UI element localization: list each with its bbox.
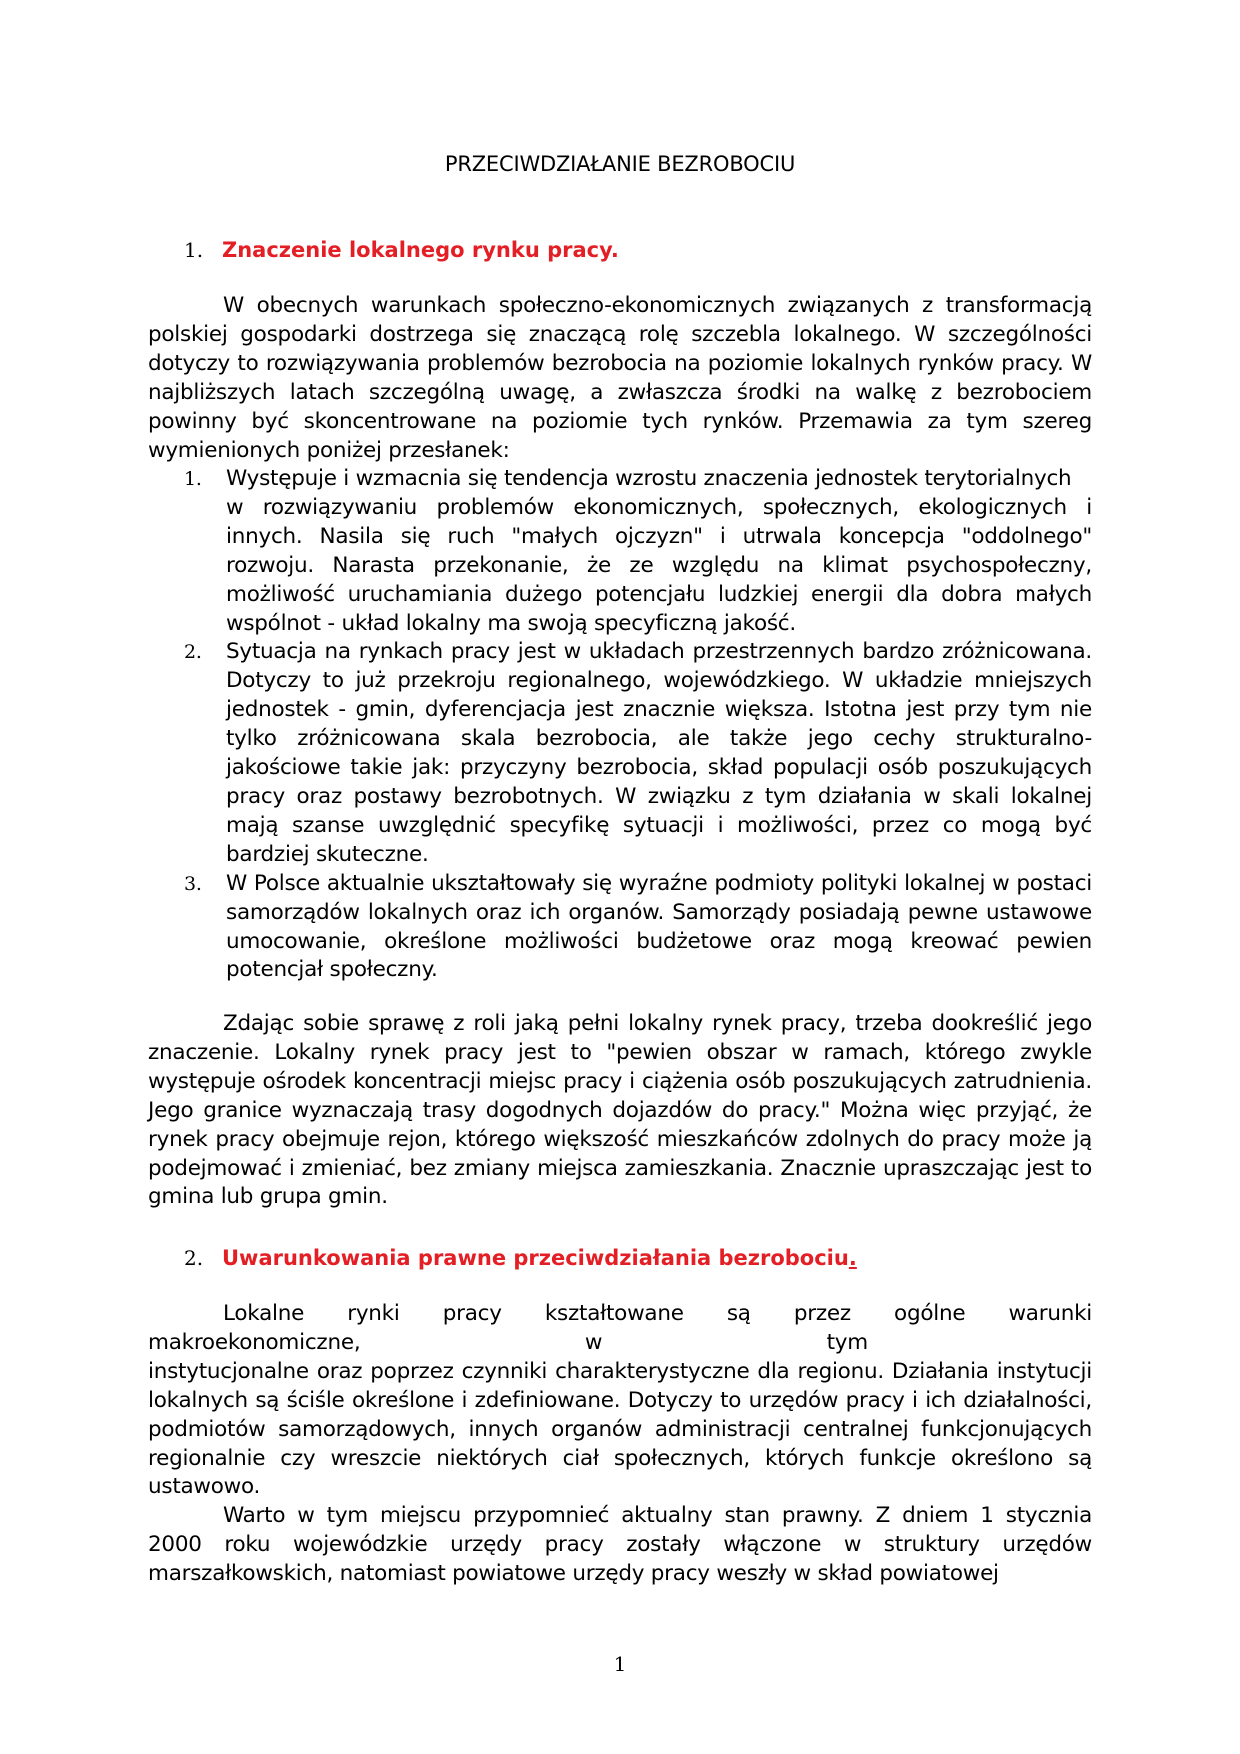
section-heading-dot: . xyxy=(848,1246,857,1270)
paragraph: W obecnych warunkach społeczno-ekonomicznych związanych z transformacją polskiej gospodarki dostrzega się znaczącą rolę szczebla lokalnego. W szczególności dotyczy to rozwiązywania problemów bezrobocia na poziomie lokalnych rynków pracy. W najbliższych latach szczególną uwagę, a zwłaszcza środki na walkę z bezrobociem powinny być skoncentrowane na poziomie tych rynków. Przemawia za tym szereg wymienionych poniżej przesłanek: xyxy=(148,293,1092,463)
paragraph xyxy=(148,1300,1092,1502)
word: w xyxy=(584,1329,603,1355)
word: tym xyxy=(826,1329,868,1355)
paragraph-text: instytucjonalne oraz poprzez czynniki charakterystyczne dla regionu. Działania instytucji lokalnych są ściśle określone i zdefiniowane. Dotyczy to urzędów pracy i ich działalności, podmiotów samorządowych, innych organów administracji centralnej funkcjonujących regionalnie czy wreszcie niektórych ciał społecznych, których funkcje określono są ustawowo. xyxy=(148,1358,1092,1500)
list-item-text-line: Występuje i wzmacnia się tendencja wzrostu znaczenia jednostek terytorialnych xyxy=(226,466,1072,491)
list-item-number: 1. xyxy=(184,468,202,490)
paragraph: Zdając sobie sprawę z roli jaką pełni lokalny rynek pracy, trzeba dookreślić jego znaczenie. Lokalny rynek pracy jest to "pewien obszar w ramach, którego zwykle występuje ośrodek koncentracji miejsc pracy i ciążenia osób poszukujących zatrudnienia. Jego granice wyznaczają trasy dogodnych dojazdów do pracy." Można więc przyjąć, że rynek pracy obejmuje rejon, którego większość mieszkańców zdolnych do pracy może ją podejmować i zmieniać, bez zmiany miejsca zamieszkania. Znacznie upraszczając jest to gmina lub grupa gmin. xyxy=(148,1011,1092,1210)
list-item-number: 3. xyxy=(184,872,202,895)
word: makroekonomiczne, xyxy=(148,1329,361,1355)
list-item-text: Sytuacja na rynkach pracy jest w układach przestrzennych bardzo zróżnicowana. Dotyczy to już przekroju regionalnego, wojewódzkiego. W układzie mniejszych jednostek - gmin, dyferencjacja jest znacznie większa. Istotna jest przy tym nie tylko zróżnicowana skala bezrobocia, ale także jego cechy strukturalno-jakościowe takie jak: przyczyny bezrobocia, skład populacji osób poszukujących pracy oraz postawy bezrobotnych. W związku z tym działania w skali lokalnej mają szanse uwzględnić specyfikę sytuacji i możliwości, przez co mogą być bardziej skuteczne. xyxy=(226,639,1092,867)
list-item xyxy=(184,870,1092,986)
section-number: 1. xyxy=(184,238,204,262)
list-item-text: W Polsce aktualnie ukształtowały się wyraźne podmioty polityki lokalnej w postaci samorządów lokalnych oraz ich organów. Samorządy posiadają pewne ustawowe umocowanie, określone możliwości budżetowe oraz mogą kreować pewien potencjał społeczny. xyxy=(226,870,1092,983)
paragraph-line: Lokalne rynki pracy kształtowane są przez ogólne warunki xyxy=(223,1301,1092,1326)
document-title: PRZECIWDZIAŁANIE BEZROBOCIU xyxy=(444,152,796,176)
section-heading-text: Uwarunkowania prawne przeciwdziałania bezrobociu xyxy=(222,1246,849,1270)
document-page xyxy=(148,0,1092,1754)
list-item xyxy=(184,638,1092,869)
section-heading-1 xyxy=(184,236,619,264)
list-item-number: 2. xyxy=(184,641,202,664)
list-item-text: w rozwiązywaniu problemów ekonomicznych, społecznych, ekologicznych i innych. Nasila się ruch "małych ojczyzn" i utrwala koncepcja "oddolnego" rozwoju. Narasta przekonanie, że ze względu na klimat psychospołeczny, możliwość uruchamiania dużego potencjału ludzkiej energii dla dobra małych wspólnot - układ lokalny ma swoją specyficzną jakość. xyxy=(226,494,1092,636)
paragraph: Warto w tym miejscu przypomnieć aktualny stan prawny. Z dniem 1 stycznia 2000 roku wojewódzkie urzędy pracy zostały włączone w struktury urzędów marszałkowskich, natomiast powiatowe urzędy pracy weszły w skład powiatowej xyxy=(148,1503,1092,1586)
section-heading-text: Znaczenie lokalnego rynku pracy. xyxy=(222,238,619,262)
paragraph-line-spread xyxy=(148,1329,868,1358)
numbered-list xyxy=(184,465,1092,985)
page-number: 1 xyxy=(613,1652,627,1676)
list-item xyxy=(184,465,1092,638)
section-number: 2. xyxy=(184,1246,204,1270)
section-heading-2 xyxy=(184,1244,857,1272)
